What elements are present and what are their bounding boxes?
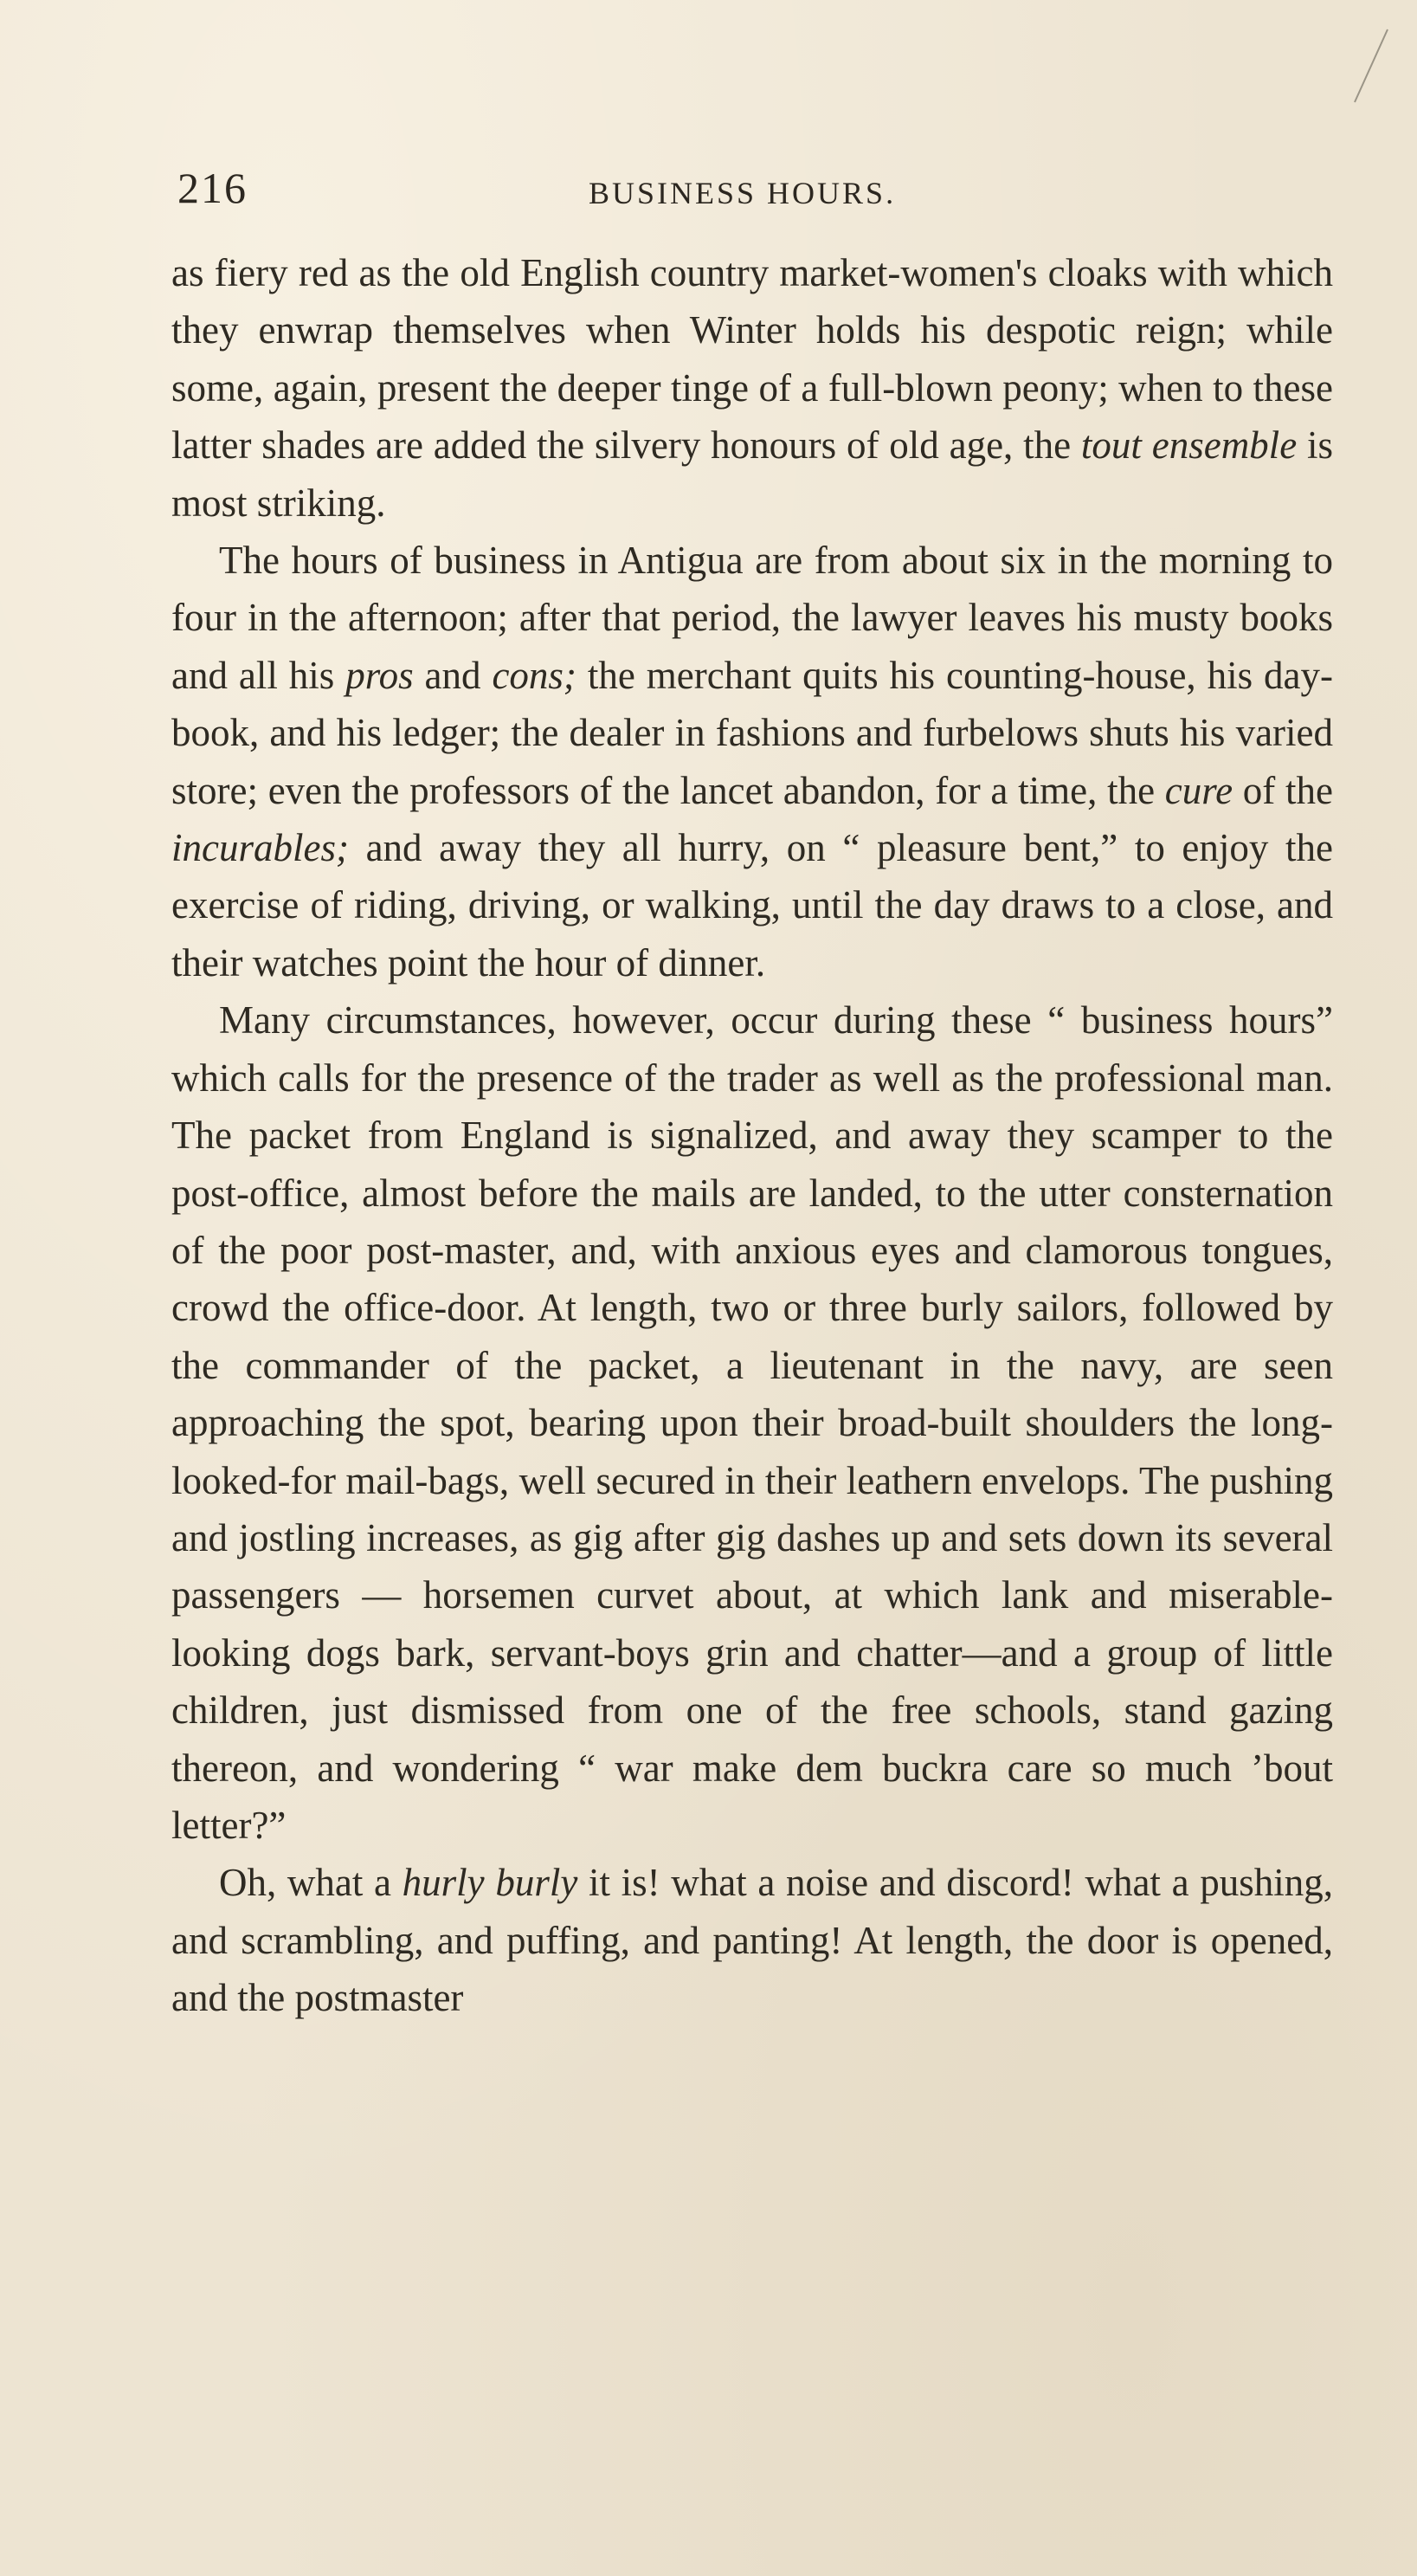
running-title: BUSINESS HOURS. — [589, 176, 897, 210]
text-run: it is! what a noise and discord! what a pushing, and scrambling, and puffing, and panting! At length, the door is opened, and the postmaster — [171, 1861, 1333, 2020]
italic-text: pros — [345, 653, 414, 697]
text-run: and away they all hurry, on “ pleasure bent,” to enjoy the exercise of riding, driving, or walking, until the day draws to a close, and their watches point the hour of dinner. — [171, 826, 1333, 985]
text-run: The hours of business in Antigua are from about six in the morning to four in the afternoon; after that period, the lawyer leaves his musty books and all his — [171, 539, 1333, 697]
text-run: is most striking. — [171, 423, 1334, 525]
italic-text: cure — [1164, 768, 1233, 812]
page-header — [177, 163, 1333, 223]
paragraph — [171, 532, 1333, 991]
italic-text: hurly burly — [402, 1861, 578, 1905]
text-run: the merchant quits his counting-house, his day-book, and his ledger; the dealer in fashions and furbelows shuts his varied store; even the professors of the lancet abandon, for a time, the — [171, 653, 1333, 812]
body-text — [171, 244, 1333, 2027]
italic-text: cons; — [492, 653, 576, 697]
paragraph — [171, 1854, 1333, 2026]
paragraph — [171, 244, 1333, 532]
page-number: 216 — [177, 164, 248, 212]
italic-text: tout ensemble — [1080, 423, 1298, 468]
text-run: and — [413, 653, 493, 697]
paragraph — [171, 991, 1333, 1854]
pencil-mark-icon — [1348, 26, 1391, 104]
text-run: Many circumstances, however, occur during these “ business hours” which calls for the presence of the trader as well as the professional man. The packet from England is signalized, and away they scamper to the post-office, almost before the mails are landed, to the utter consternation of the poor post-master, and, with anxious eyes and clamorous tongues, crowd the office-door. At length, two or three burly sailors, followed by the commander of the packet, a lieutenant in the navy, are seen approaching the spot, bearing upon their broad-built shoulders the long-looked-for mail-bags, well secured in their leathern envelops. The pushing and jostling increases, as gig after gig dashes up and sets down its several passengers — horsemen curvet about, at which lank and miserable-looking dogs bark, servant-boys grin and chatter—and a group of little children, just dismissed from one of the free schools, stand gazing thereon, and wondering “ war make dem buckra care so much ’bout letter?” — [171, 998, 1333, 1847]
italic-text: incurables; — [171, 826, 349, 870]
text-run: Oh, what a — [219, 1861, 403, 1905]
text-run: of the — [1233, 768, 1333, 812]
text-run: as fiery red as the old English country market-women's cloaks with which they enwrap themselves when Winter holds his despotic reign; while some, again, present the deeper tinge of a full-blown peony; when to these latter shades are added the silvery honours of old age, the — [171, 251, 1333, 468]
